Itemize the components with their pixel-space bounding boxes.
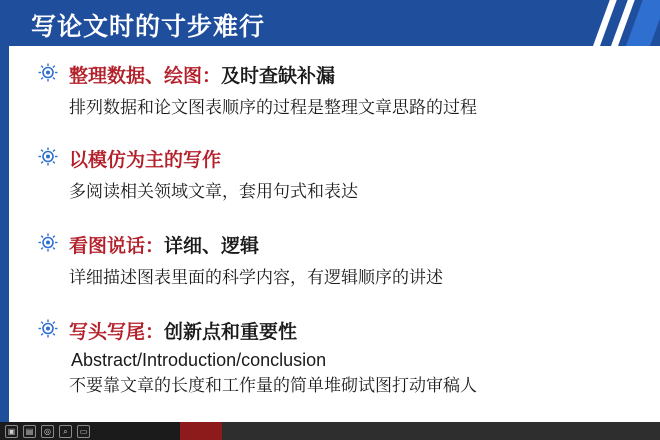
block-heading [69, 145, 221, 172]
block-heading-row [9, 60, 660, 88]
title-banner [9, 0, 660, 46]
folder-icon[interactable]: ▤ [23, 425, 36, 438]
lightbulb-icon [37, 319, 59, 341]
left-accent-bar [0, 0, 9, 422]
lightbulb-icon [37, 147, 59, 169]
content-block [9, 144, 660, 204]
lightbulb-icon [37, 233, 59, 255]
taskbar-active-window[interactable] [180, 422, 222, 440]
block-heading-row [9, 230, 660, 258]
content-block [9, 60, 660, 120]
heading-dark-part: 创新点和重要性 [164, 321, 298, 343]
content-block [9, 230, 660, 290]
taskbar-icon-group[interactable] [0, 425, 90, 438]
block-heading-row [9, 316, 660, 344]
heading-red-part: 看图说话： [69, 235, 165, 257]
heading-red-part: 以模仿为主的写作 [69, 149, 222, 171]
search-icon[interactable]: ⌕ [59, 425, 72, 438]
block-body-line: 详细描述图表里面的科学内容，有逻辑顺序的讲述 [69, 268, 443, 287]
content-block [9, 316, 660, 398]
block-body-line: 不要靠文章的长度和工作量的简单堆砌试图打动审稿人 [69, 376, 477, 395]
block-body-line: Abstract/Introduction/conclusion [71, 350, 327, 370]
heading-dark-part: 详细、逻辑 [164, 235, 260, 257]
block-heading [69, 61, 335, 88]
heading-red-part: 写头写尾： [69, 321, 165, 343]
slide-content [9, 46, 660, 422]
block-heading [69, 317, 297, 344]
browser-icon[interactable]: ◎ [41, 425, 54, 438]
block-heading-row [9, 144, 660, 172]
page-title: 写论文时的寸步难行 [31, 13, 266, 41]
lightbulb-icon [37, 63, 59, 85]
window-icon[interactable]: ▣ [5, 425, 18, 438]
app-icon[interactable]: ▭ [77, 425, 90, 438]
block-body-line: 排列数据和论文图表顺序的过程是整理文章思路的过程 [69, 98, 477, 117]
block-body-line: 多阅读相关领域文章，套用句式和表达 [69, 182, 358, 201]
block-heading [69, 231, 259, 258]
heading-red-part: 整理数据、绘图： [69, 65, 222, 87]
heading-dark-part: 及时查缺补漏 [221, 65, 336, 87]
taskbar[interactable] [0, 422, 660, 440]
taskbar-empty-area [222, 422, 660, 440]
